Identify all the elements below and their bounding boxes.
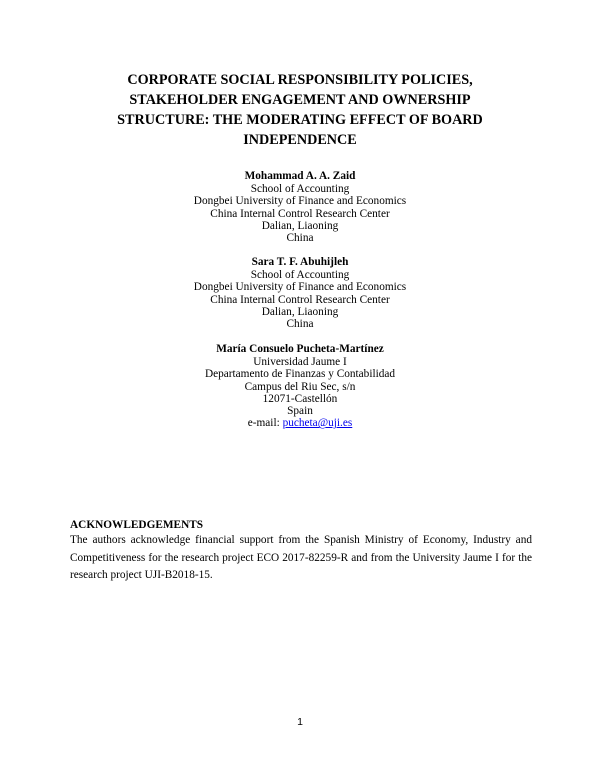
title-line: STAKEHOLDER ENGAGEMENT AND OWNERSHIP [129, 92, 471, 108]
affiliation-line: Dalian, Liaoning [261, 219, 339, 232]
acknowledgements-section [70, 519, 532, 585]
title-line: CORPORATE SOCIAL RESPONSIBILITY POLICIES, [127, 72, 473, 88]
acknowledgements-heading: ACKNOWLEDGEMENTS [70, 519, 204, 531]
affiliation-line: Dongbei University of Finance and Economics [193, 195, 407, 208]
affiliation-line: Universidad Jaume I [253, 356, 347, 369]
affiliation-line: China [286, 318, 314, 331]
affiliation-line: School of Accounting [250, 183, 350, 196]
author-block-2 [100, 256, 500, 330]
page-number: 1 [297, 716, 303, 728]
author-name: Mohammad A. A. Zaid [244, 170, 356, 182]
affiliation-line: China Internal Control Research Center [210, 293, 390, 306]
affiliation-line: Departamento de Finanzas y Contabilidad [204, 368, 396, 381]
affiliation-line: Spain [287, 405, 313, 418]
author-name: Sara T. F. Abuhijleh [251, 256, 349, 268]
affiliation-line: China Internal Control Research Center [210, 207, 390, 220]
affiliation-line: China [286, 232, 314, 245]
author-block-3 [100, 343, 500, 429]
title-line: STRUCTURE: THE MODERATING EFFECT OF BOARD [117, 112, 483, 128]
affiliation-line: Campus del Riu Sec, s/n [244, 380, 356, 393]
affiliation-line: School of Accounting [250, 269, 350, 282]
affiliation-line: Dongbei University of Finance and Economics [193, 281, 407, 294]
author-block-1 [100, 170, 500, 244]
author-name: María Consuelo Pucheta-Martínez [216, 343, 384, 355]
acknowledgements-body: The authors acknowledge financial support from the Spanish Ministry of Economy, Industry and Competitiveness for the research project ECO 2017-82259-R and from the University Jaume I for the research project UJI-B2018-15. [70, 534, 532, 582]
affiliation-line: 12071-Castellón [262, 392, 338, 405]
paper-title [60, 70, 540, 150]
title-line: INDEPENDENCE [243, 132, 357, 148]
email-line [100, 417, 500, 429]
email-label: e-mail: [247, 417, 283, 430]
affiliation-line: Dalian, Liaoning [261, 305, 339, 318]
email-link[interactable]: pucheta@uji.es [282, 417, 353, 430]
